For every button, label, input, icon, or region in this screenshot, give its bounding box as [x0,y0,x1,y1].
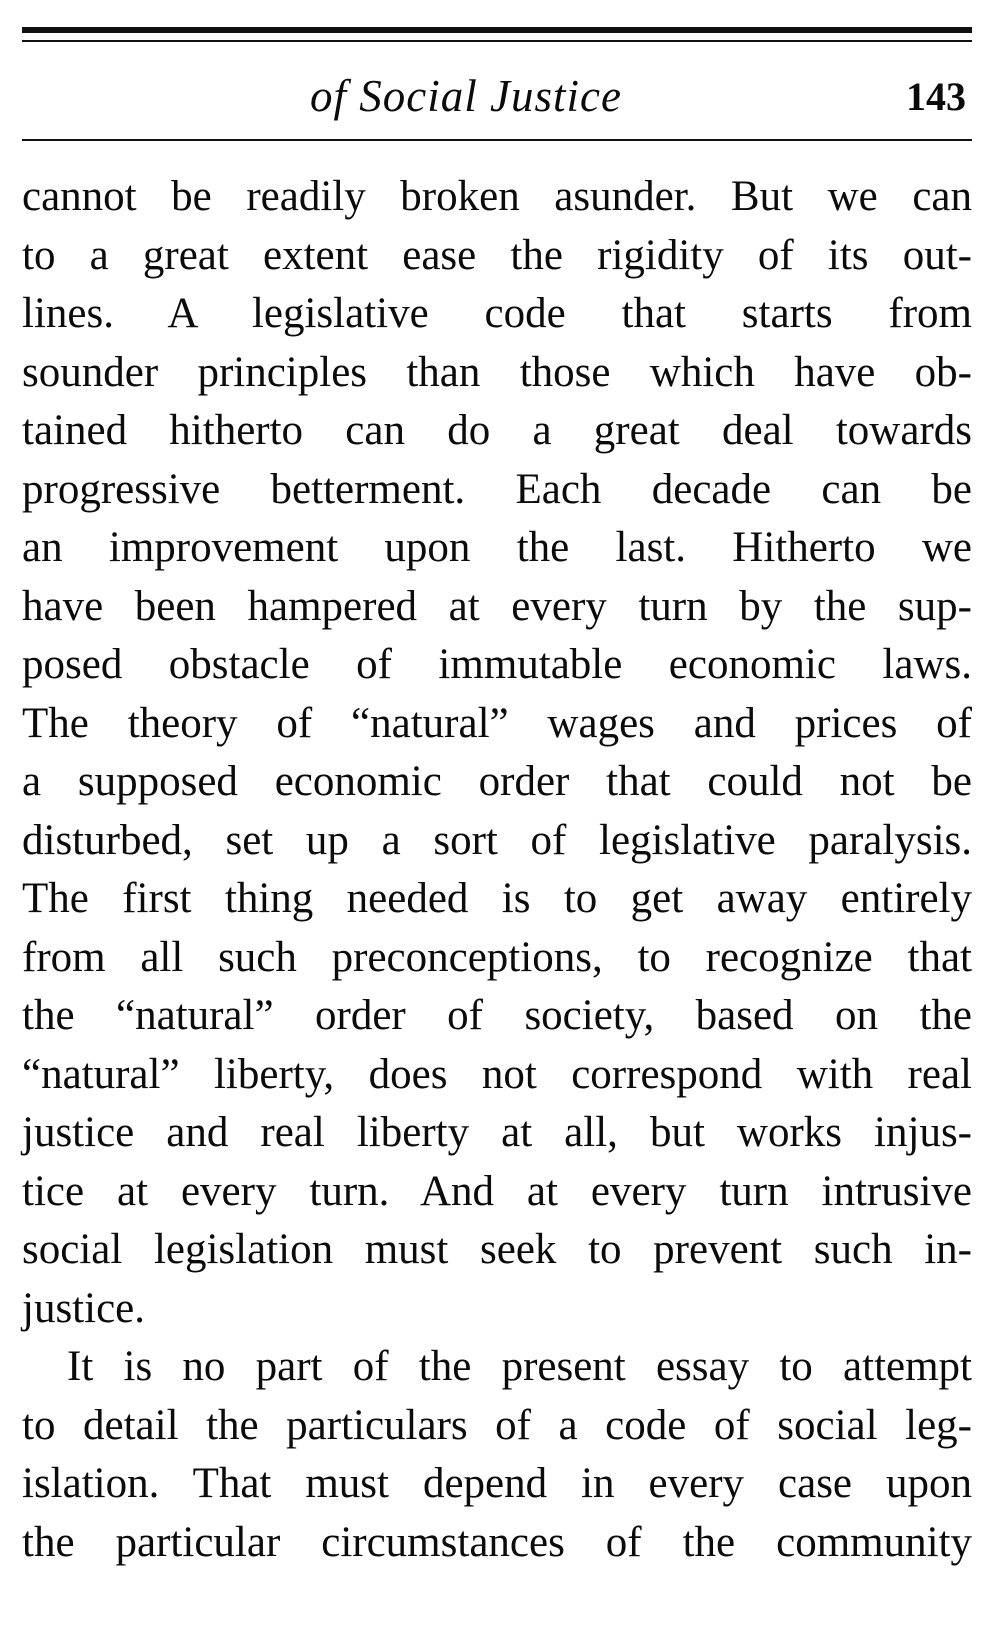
text-line: tice at every turn. And at every turn intrusive [22,1167,972,1215]
text-line: The theory of “natural” wages and prices of [22,699,972,747]
text-line: from all such preconceptions, to recognize that [22,933,972,981]
body-text [22,168,972,1572]
header-thick-rule [22,27,972,33]
paragraph-start-line: It is no part of the present essay to attempt [67,1343,972,1390]
header-thin-rule [22,40,972,42]
text-line: justice and real liberty at all, but works injus- [22,1109,972,1156]
text-line: social legislation must seek to prevent such in- [22,1226,972,1273]
text-line: tained hitherto can do a great deal towards [22,407,972,454]
text-line: posed obstacle of immutable economic laws. [22,641,972,688]
text-line: disturbed, set up a sort of legislative paralysis. [22,816,972,864]
text-line: have been hampered at every turn by the sup- [22,582,972,630]
text-line: a supposed economic order that could not be [22,758,972,805]
text-line: cannot be readily broken asunder. But we can [22,173,972,220]
header-bottom-rule [22,139,972,141]
page-number: 143 [906,74,966,119]
text-line: an improvement upon the last. Hitherto we [22,524,972,571]
text-line: lines. A legislative code that starts from [22,290,972,337]
text-line: to detail the particulars of a code of social leg- [22,1401,972,1449]
text-line: islation. That must depend in every case upon [22,1460,972,1507]
text-line: progressive betterment. Each decade can be [22,465,972,513]
paragraph-end-line: justice. [22,1284,145,1332]
text-line: to a great extent ease the rigidity of its out- [22,231,972,279]
text-line: “natural” liberty, does not correspond with real [22,1050,972,1098]
text-line: sounder principles than those which have ob- [22,348,972,396]
text-line: the particular circumstances of the community [22,1518,972,1566]
text-line: the “natural” order of society, based on the [22,992,972,1039]
text-line: The first thing needed is to get away entirely [22,875,972,922]
running-head [22,58,972,128]
running-title: of Social Justice [310,71,622,121]
